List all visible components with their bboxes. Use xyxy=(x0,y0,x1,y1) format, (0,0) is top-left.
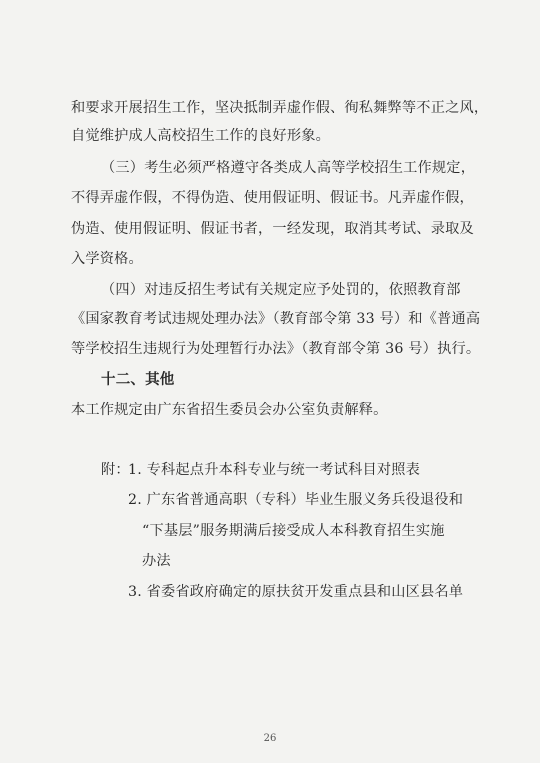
section-heading: 十二、其他 xyxy=(101,372,175,388)
attachment-item-2-line-3: 办法 xyxy=(142,553,171,569)
body-line-1: 和要求开展招生工作，坚决抵制弄虚作假、徇私舞弊等不正之风， xyxy=(71,100,489,116)
attachment-item-3: 3. 省委省政府确定的原扶贫开发重点县和山区县名单 xyxy=(128,584,464,600)
attachment-item-2-line-2: “下基层”服务期满后接受成人本科教育招生实施 xyxy=(142,523,445,539)
body-line-9: 等学校招生违规行为处理暂行办法》（教育部令第 36 号）执行。 xyxy=(71,341,481,357)
section-text: 本工作规定由广东省招生委员会办公室负责解释。 xyxy=(71,402,388,418)
attachment-item-1: 1. 专科起点升本科专业与统一考试科目对照表 xyxy=(128,462,421,478)
body-line-4: 不得弄虚作假，不得伪造、使用假证明、假证书。凡弄虚作假， xyxy=(71,190,474,206)
body-line-7: （四）对违反招生考试有关规定应予处罚的，依照教育部 xyxy=(101,282,461,298)
body-line-3: （三）考生必须严格遵守各类成人高等学校招生工作规定， xyxy=(101,160,476,176)
page-number: 26 xyxy=(263,733,277,744)
attachment-item-2-line-1: 2. 广东省普通高职（专科）毕业生服义务兵役退役和 xyxy=(128,492,464,508)
body-line-6: 入学资格。 xyxy=(71,251,143,267)
body-line-5: 伪造、使用假证明、假证书者，一经发现，取消其考试、录取及 xyxy=(71,221,474,237)
attachments-label: 附： xyxy=(101,462,130,478)
body-line-8: 《国家教育考试违规处理办法》（教育部令第 33 号）和《普通高 xyxy=(71,311,481,327)
body-line-2: 自觉维护成人高校招生工作的良好形象。 xyxy=(71,128,330,144)
